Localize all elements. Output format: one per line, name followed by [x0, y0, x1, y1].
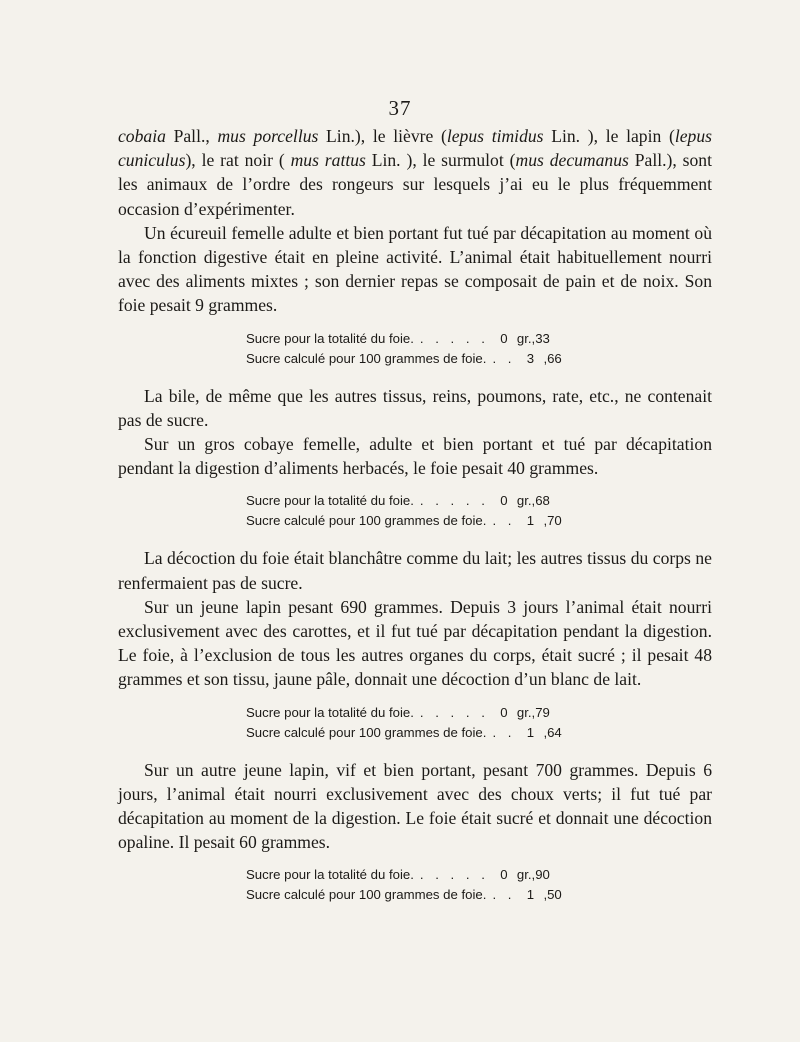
paragraph — [118, 221, 712, 318]
text-run: Sur un jeune lapin pesant 690 grammes. Depuis 3 jours l’animal était nourri exclusivement avec des carottes, et il fut tué par décapitation pendant la digestion. Le foie, à l’exclusion de tous les autres organes du corps, était sucré ; il pesait 48 grammes et son tissu, jaune pâle, donnait une décoction d’un blanc de lait. — [118, 596, 712, 690]
row-dec: gr.,68 — [516, 493, 550, 509]
row-dec: ,50 — [543, 887, 562, 903]
paragraph — [118, 758, 712, 855]
row-int: 0 — [500, 867, 508, 883]
page-body — [118, 124, 712, 920]
row-dec: gr.,90 — [516, 867, 550, 883]
sugar-table — [246, 703, 606, 743]
sugar-table — [246, 865, 606, 905]
italic-term: lepus timidus — [446, 126, 544, 146]
row-dots: . . — [492, 350, 516, 366]
table-row — [246, 703, 606, 723]
row-int: 1 — [526, 724, 535, 740]
text-run: Sur un autre jeune lapin, vif et bien portant, pesant 700 grammes. Depuis 6 jours, l’animal était nourri exclusivement avec des choux verts; il fut tué par décapitation au moment de la digestion. Le foie était sucré et donnait une décoction opaline. Il pesait 60 grammes. — [118, 759, 712, 853]
paragraph — [118, 595, 712, 692]
row-dots: . . . . . — [419, 493, 489, 509]
italic-term: mus decumanus — [515, 150, 629, 171]
table-row — [246, 349, 606, 369]
row-label: Sucre pour la totalité du foie. — [246, 493, 414, 509]
sugar-table — [246, 329, 606, 369]
paragraph — [118, 124, 712, 221]
row-dec: ,70 — [543, 513, 562, 529]
text-run: Lin. ), le surmulot ( — [365, 150, 516, 171]
row-dots: . . . . . — [419, 330, 489, 346]
row-dots: . . . . . — [419, 867, 489, 883]
row-label: Sucre calculé pour 100 grammes de foie. — [246, 724, 487, 740]
text-run: La décoction du foie était blanchâtre comme du lait; les autres tissus du corps ne renfermaient pas de sucre. — [118, 548, 712, 593]
table-row — [246, 885, 606, 905]
text-run: Pall.), sont les animaux de l’ordre des rongeurs sur lesquels j’ai eu le plus fréquemment occasion d’expérimenter. — [118, 150, 712, 219]
table-row — [246, 491, 606, 511]
row-dots: . . . . . — [419, 704, 489, 720]
row-int: 3 — [526, 350, 535, 366]
row-label: Sucre pour la totalité du foie. — [246, 330, 414, 346]
row-int: 0 — [500, 493, 508, 509]
table-row — [246, 511, 606, 531]
table-row — [246, 723, 606, 743]
paragraph — [118, 384, 712, 432]
text-run: La bile, de même que les autres tissus, reins, poumons, rate, etc., ne contenait pas de sucre. — [118, 385, 712, 430]
row-int: 0 — [500, 330, 508, 346]
text-run: Lin.), le lièvre ( — [318, 126, 447, 146]
row-label: Sucre calculé pour 100 grammes de foie. — [246, 887, 487, 903]
table-row — [246, 329, 606, 349]
table-row — [246, 865, 606, 885]
text-run: Lin. ), le lapin ( — [543, 126, 675, 146]
row-dots: . . — [492, 724, 516, 740]
page-number: 37 — [388, 96, 412, 120]
row-dec: ,64 — [543, 724, 562, 740]
row-label: Sucre calculé pour 100 grammes de foie. — [246, 350, 487, 366]
row-label: Sucre pour la totalité du foie. — [246, 704, 414, 720]
text-run: Pall., — [165, 126, 218, 146]
italic-term: mus porcellus — [217, 126, 319, 146]
row-dec: gr.,79 — [516, 704, 550, 720]
row-int: 1 — [526, 513, 535, 529]
row-label: Sucre calculé pour 100 grammes de foie. — [246, 513, 487, 529]
italic-term: lepus cuniculus — [118, 126, 712, 171]
row-int: 1 — [526, 887, 535, 903]
row-dec: gr.,33 — [516, 330, 550, 346]
row-dots: . . — [492, 887, 516, 903]
row-label: Sucre pour la totalité du foie. — [246, 867, 414, 883]
row-int: 0 — [500, 704, 508, 720]
text-run: Sur un gros cobaye femelle, adulte et bien portant et tué par décapitation pendant la digestion d’aliments herbacés, le foie pesait 40 grammes. — [118, 434, 712, 479]
italic-term: mus rattus — [290, 150, 366, 171]
italic-term: cobaia — [118, 126, 166, 146]
sugar-table — [246, 491, 606, 531]
paragraph — [118, 546, 712, 594]
text-run: ), le rat noir ( — [185, 150, 291, 171]
paragraph — [118, 432, 712, 480]
row-dots: . . — [492, 513, 516, 529]
row-dec: ,66 — [543, 350, 562, 366]
text-run: Un écureuil femelle adulte et bien portant fut tué par décapitation au moment où la fonction digestive était en pleine activité. L’animal était habituellement nourri avec des aliments mixtes ; son dernier repas se composait de pain et de noix. Son foie pesait 9 grammes. — [118, 222, 712, 316]
